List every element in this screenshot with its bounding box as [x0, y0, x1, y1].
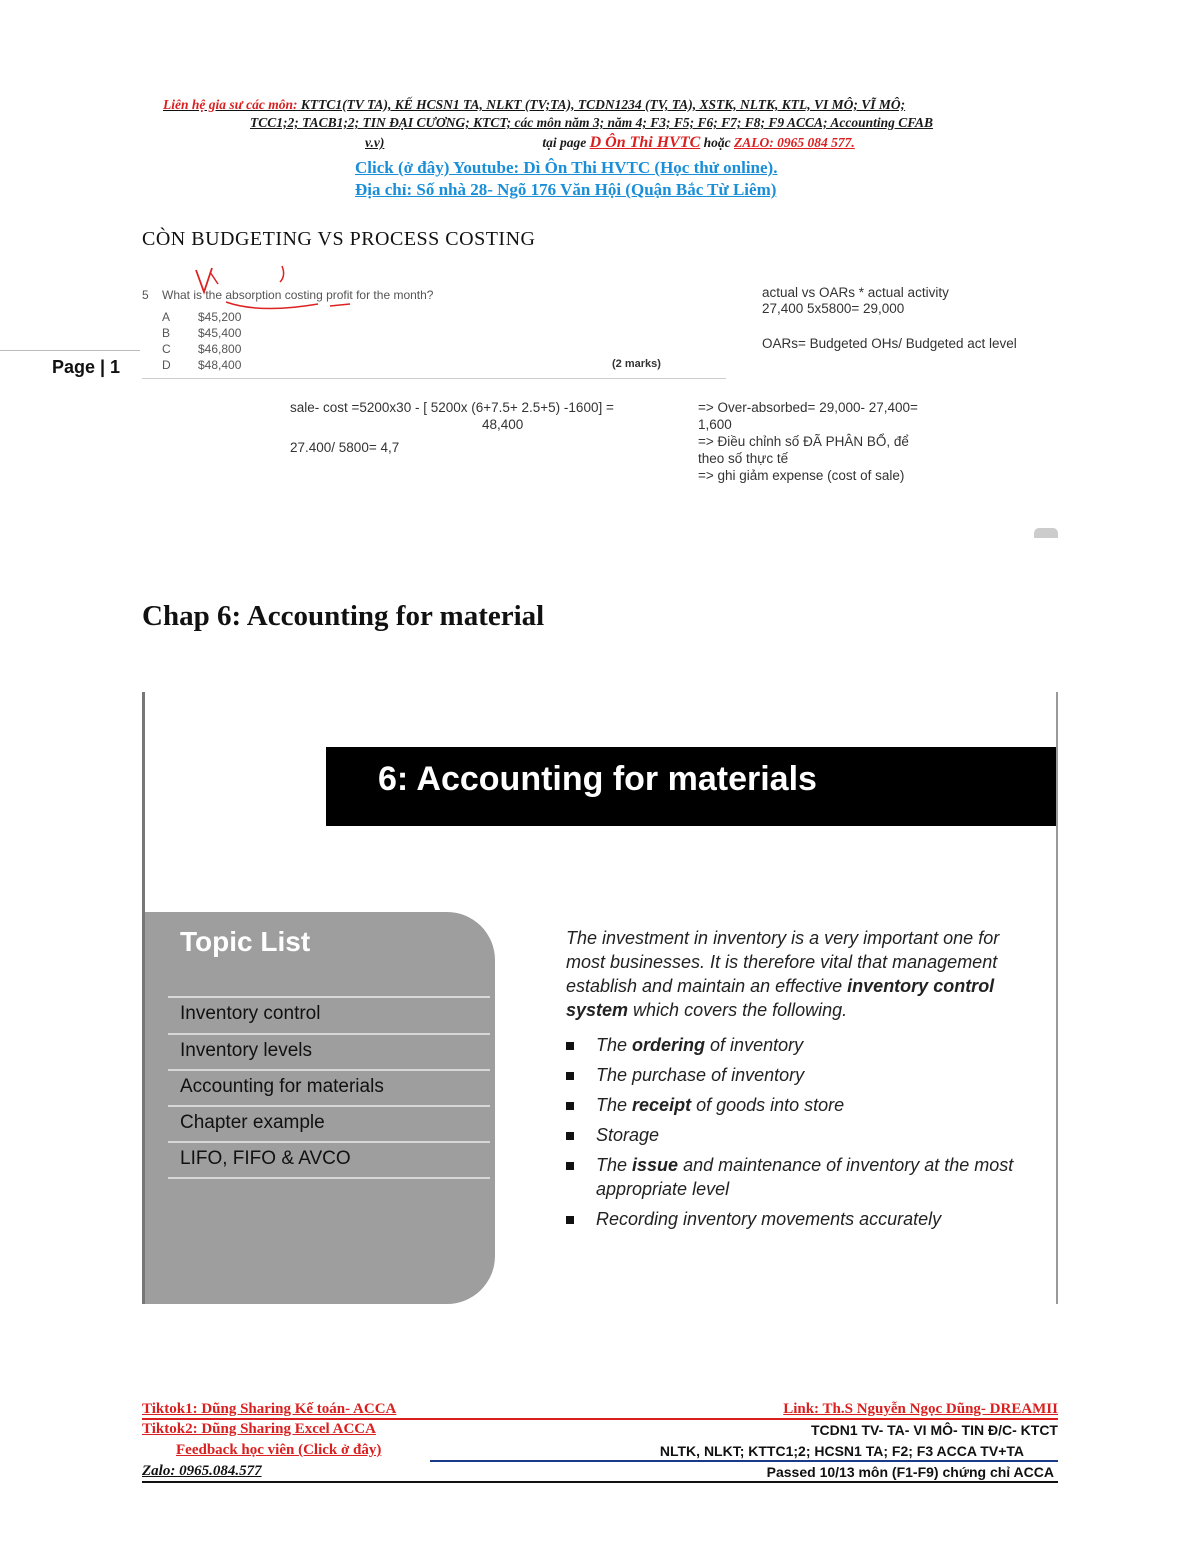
marks-label: (2 marks): [612, 358, 661, 370]
tutor-contact-line-3: [365, 134, 855, 152]
chapter-title: Chap 6: Accounting for material: [142, 600, 545, 632]
tutor-contact-label: Liên hệ gia sư các môn:: [163, 97, 298, 112]
calc-right-2: 1,600: [698, 417, 732, 432]
topic-item: Accounting for materials: [168, 1069, 490, 1104]
tiktok1-link[interactable]: Tiktok1: Dũng Sharing Kế toán- ACCA: [142, 1401, 397, 1417]
calc-right-5: => ghi giảm expense (cost of sale): [698, 468, 905, 483]
question-text: What is the absorption costing profit for the month?: [162, 288, 434, 302]
page-rule: [0, 350, 140, 351]
page-number: Page | 1: [52, 357, 121, 377]
footer-subjects-1: TCDN1 TV- TA- VI MÔ- TIN Đ/C- KTCT: [810, 1422, 1058, 1438]
tutor-subjects-3: v.v): [365, 135, 385, 150]
calc-right-4: theo số thực tế: [698, 451, 789, 466]
option-c: C $46,800: [162, 342, 242, 356]
calc-line-1: sale- cost =5200x30 - [ 5200x (6+7.5+ 2.5+5) -1600] =: [290, 400, 614, 415]
bullet-square-icon: [566, 1216, 574, 1224]
question-divider: [142, 378, 726, 379]
bullet-square-icon: [566, 1072, 574, 1080]
feedback-link[interactable]: Feedback học viên (Click ở đây): [176, 1442, 382, 1458]
option-b: B $45,400: [162, 326, 242, 340]
tutor-contact-line-1: [163, 96, 905, 114]
question-number: 5: [142, 288, 149, 302]
teacher-link[interactable]: Link: Th.S Nguyễn Ngọc Dũng- DREAMII: [783, 1401, 1058, 1417]
or-text: hoặc: [700, 135, 735, 150]
note-line-1: actual vs OARs * actual activity: [762, 285, 949, 300]
topic-item: Inventory levels: [168, 1033, 490, 1068]
calc-line-2: 27.400/ 5800= 4,7: [290, 440, 400, 455]
note-line-2: 27,400 5x5800= 29,000: [762, 301, 905, 316]
topic-item: LIFO, FIFO & AVCO: [168, 1141, 490, 1179]
bullet-square-icon: [566, 1162, 574, 1170]
topic-item: Inventory control: [168, 996, 490, 1031]
scroll-marker: [1034, 528, 1058, 538]
footer-subjects-2: NLTK, NLKT; KTTC1;2; HCSN1 TA; F2; F3 ACCA TV+TA: [659, 1443, 1024, 1459]
footer-rule-1: [142, 1418, 1058, 1420]
option-d: D $48,400: [162, 358, 242, 372]
footer-rule-2: [430, 1460, 1058, 1462]
zalo-link[interactable]: ZALO: 0965 084 577.: [734, 135, 855, 150]
footer-rule-3: [142, 1481, 1058, 1483]
calc-right-1: => Over-absorbed= 29,000- 27,400=: [698, 400, 918, 415]
topic-item: Chapter example: [168, 1105, 490, 1140]
footer-acca-status: Passed 10/13 môn (F1-F9) chứng chỉ ACCA: [766, 1464, 1054, 1480]
bullet-square-icon: [566, 1042, 574, 1050]
calc-right-3: => Điều chỉnh số ĐÃ PHÂN BỔ, để: [698, 434, 909, 449]
tiktok2-link[interactable]: Tiktok2: Dũng Sharing Excel ACCA: [142, 1421, 376, 1437]
topic-list-heading: Topic List: [180, 926, 311, 957]
page-text: tại page: [542, 135, 590, 150]
bullet-square-icon: [566, 1102, 574, 1110]
handwritten-annotation: [190, 262, 360, 312]
tutor-subjects-2: TCC1;2; TACB1;2; TIN ĐẠI CƯƠNG; KTCT; các môn năm 3; năm 4; F3; F5; F6; F7; F8; F9 ACCA; Accounting CFAB: [250, 115, 934, 130]
option-a: A $45,200: [162, 310, 242, 324]
youtube-link[interactable]: Click (ở đây) Youtube: Dì Ôn Thi HVTC (Học thử online).: [355, 158, 778, 177]
slide-title: 6: Accounting for materials: [378, 760, 817, 798]
tutor-subjects-1: KTTC1(TV TA), KẾ HCSN1 TA, NLKT (TV;TA), TCDN1234 (TV, TA), XSTK, NLTK, KTL, VI MÔ; VĨ MÔ;: [297, 97, 906, 112]
bullet-square-icon: [566, 1132, 574, 1140]
section-title: CÒN BUDGETING VS PROCESS COSTING: [142, 228, 536, 250]
slide-intro: The investment in inventory is a very important one for most businesses. It is therefore vital that management establish and maintain an effective inventory control system which covers the following.: [566, 928, 1000, 1020]
facebook-page-link[interactable]: D Ôn Thi HVTC: [589, 134, 701, 151]
zalo-footer: Zalo: 0965.084.577: [142, 1463, 262, 1479]
address-link[interactable]: Địa chỉ: Số nhà 28- Ngõ 176 Văn Hội (Quận Bắc Từ Liêm): [355, 180, 777, 199]
note-line-3: OARs= Budgeted OHs/ Budgeted act level: [762, 336, 1017, 351]
calc-line-1b: 48,400: [482, 417, 524, 432]
